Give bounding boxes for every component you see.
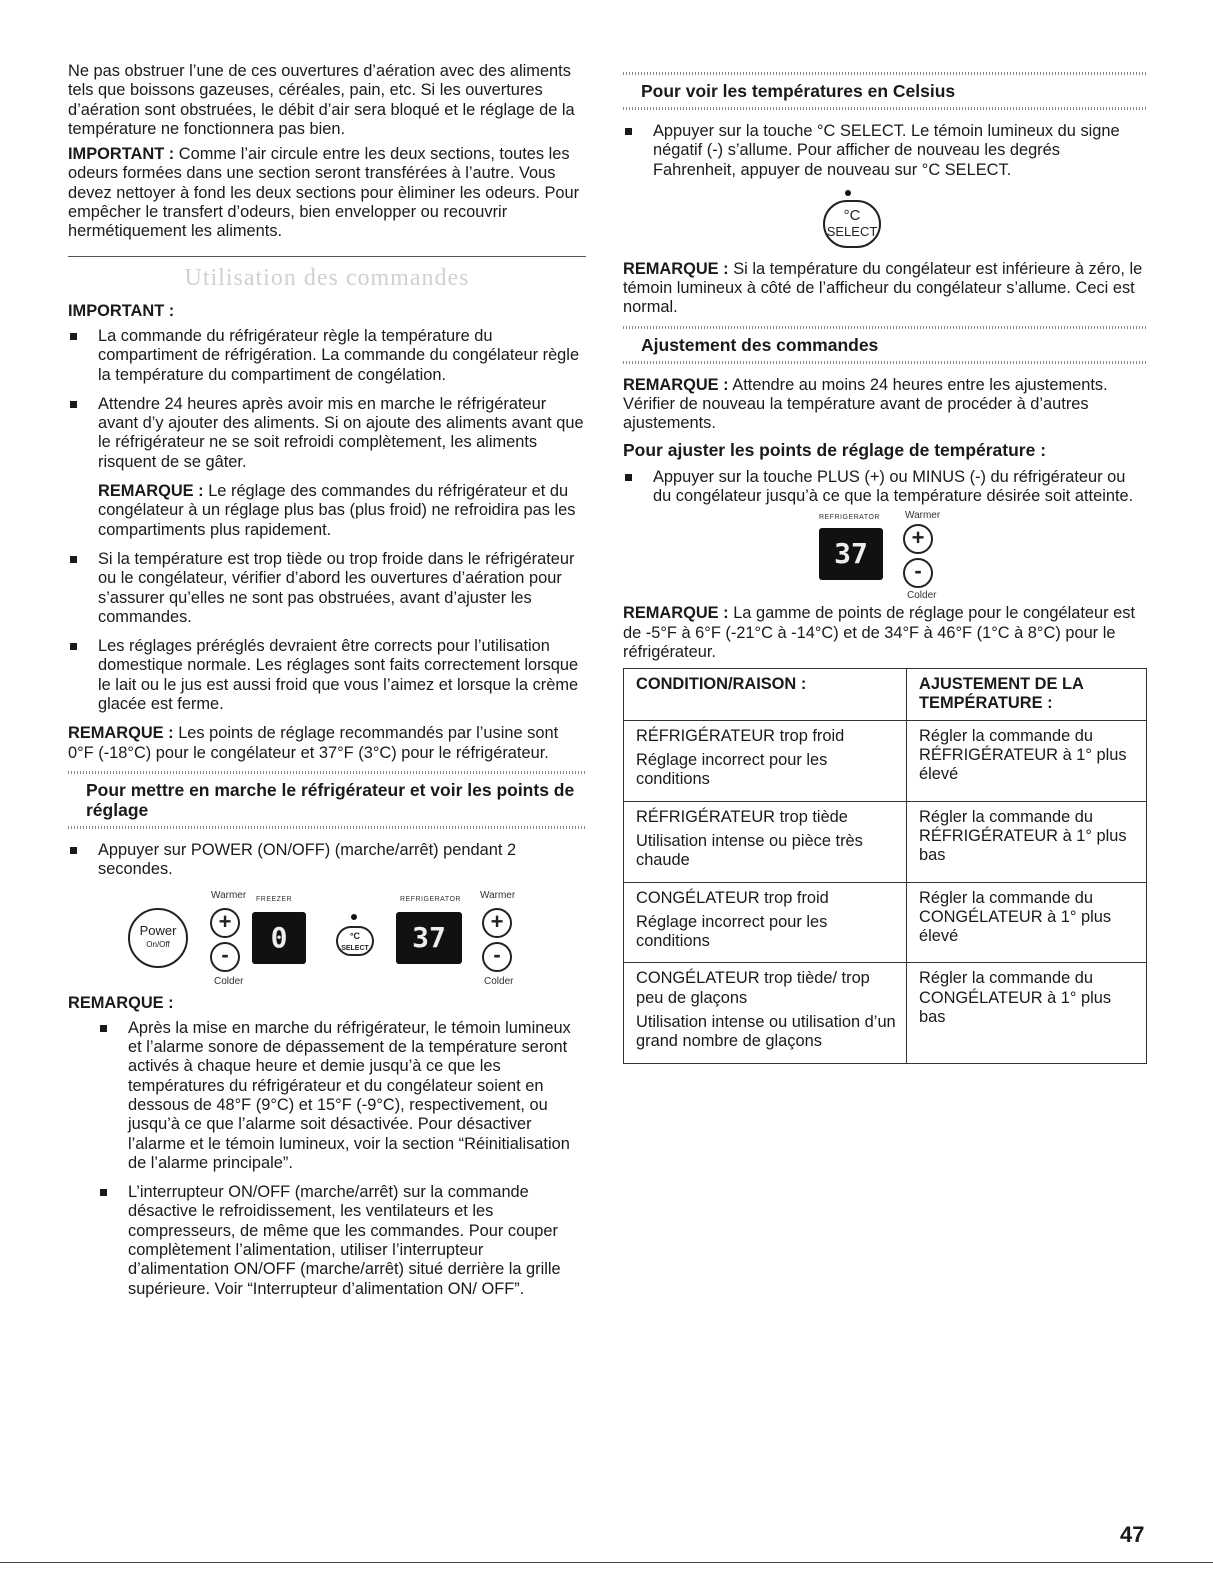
table-row — [624, 963, 1147, 1063]
note-paragraph — [623, 260, 1147, 318]
list-item: Appuyer sur POWER (ON/OFF) (marche/arrêt) pendant 2 secondes. — [68, 841, 586, 880]
important-heading: IMPORTANT : — [68, 301, 175, 320]
mini-control-panel — [623, 510, 1147, 600]
list-item: Attendre 24 heures après avoir mis en marche le réfrigérateur avant d’y ajouter des aliments. Si on ajoute des aliments avant que le réfrigérateur ne se soit refroidi complètement, les aliments risquent de se gâter. — [68, 395, 586, 472]
list-item: Après la mise en marche du réfrigérateur, le témoin lumineux et l’alarme sonore de dépassement de la température seront activés à chaque heure et demie jusqu’à ce que les températures du réfrigérateur et du congélateur soient en dessous de 48°F (9°C) et 15°F (-9°C), respectivement, ou jusqu’à ce que l’alarme soit désactivée. Pour désactiver l’alarme et le témoin lumineux, voir la section “Réinitialisation de l’alarme principale”. — [98, 1019, 586, 1173]
select-label: SELECT — [341, 944, 369, 952]
table-cell: Régler la commande du RÉFRIGÉRATEUR à 1° plus bas — [907, 801, 1147, 882]
list-item: La commande du réfrigérateur règle la température du compartiment de réfrigération. La commande du congélateur règle la température du compartiment de congélation. — [68, 327, 586, 385]
section-divider — [68, 256, 586, 257]
reason-text: Utilisation intense ou utilisation d’un grand nombre de glaçons — [636, 1013, 896, 1051]
plus-icon: + — [490, 908, 504, 934]
table-cell — [624, 963, 907, 1063]
table-header-row — [624, 669, 1147, 721]
minus-icon: - — [221, 941, 229, 967]
table-cell — [624, 882, 907, 963]
fridge-display: 37 — [819, 528, 883, 580]
freezer-label: FREEZER — [256, 895, 293, 903]
minus-icon: - — [493, 941, 501, 967]
control-panel-illustration — [68, 889, 586, 987]
select-button-illustration — [623, 190, 1147, 254]
list-item: Appuyer sur la touche PLUS (+) ou MINUS (-) du réfrigérateur ou du congélateur jusqu’à ce que la température désirée soit atteinte. — [623, 468, 1147, 507]
warmer-label: Warmer — [480, 889, 516, 901]
note-label: REMARQUE : — [98, 482, 204, 501]
list-item: Si la température est trop tiède ou trop froide dans le réfrigérateur ou le congélateur, vérifier d’abord les ouvertures d’aération pour s’assurer qu’elles ne sont pas obstruées, avant d’ajuster les commandes. — [68, 550, 586, 627]
celsius-label: °C — [843, 206, 861, 224]
adjust-heading: Ajustement des commandes — [623, 326, 1147, 364]
list-item: Les réglages préréglés devraient être corrects pour l’utilisation domestique normale. Les réglages sont faits correctement lorsque le lait ou le jus est aussi froid que vous l’aimez et lorsque la crème glacée est ferme. — [68, 637, 586, 714]
select-label: SELECT — [826, 223, 878, 239]
power-label: Power — [139, 922, 177, 938]
remarque-heading: REMARQUE : — [68, 993, 174, 1012]
list-item: Appuyer sur la touche °C SELECT. Le témoin lumineux du signe négatif (-) s’allume. Pour afficher de nouveau les degrés Fahrenheit, appuyer de nouveau sur °C SELECT. — [623, 122, 1147, 180]
celsius-select-button[interactable] — [336, 926, 374, 956]
condition-text: CONGÉLATEUR trop tiède/ trop peu de glaçons — [636, 969, 870, 1007]
note-text: Attendre au moins 24 heures entre les ajustements. Vérifier de nouveau la température avant de procéder à d’autres ajustements. — [623, 375, 1108, 433]
page-number: 47 — [1120, 1522, 1145, 1547]
note-label: REMARQUE : — [623, 259, 729, 278]
fridge-minus-button[interactable] — [482, 942, 512, 972]
left-column — [68, 62, 586, 1309]
power-heading: Pour mettre en marche le réfrigérateur et voir les points de réglage — [68, 771, 586, 829]
condition-text: RÉFRIGÉRATEUR trop froid — [636, 726, 845, 745]
fridge-display: 37 — [396, 912, 462, 964]
fridge-minus-button[interactable] — [903, 558, 933, 588]
table-cell: Régler la commande du CONGÉLATEUR à 1° plus bas — [907, 963, 1147, 1063]
table-row — [624, 882, 1147, 963]
table-row — [624, 720, 1147, 801]
note-paragraph — [623, 376, 1147, 434]
table-cell — [624, 801, 907, 882]
important-text: Comme l’air circule entre les deux sections, toutes les odeurs formées dans une section seront transférées à l’autre. Vous devez nettoyer à fond les deux sections pour èliminer les odeurs. Pour empêcher le transfert d’odeurs, bien envelopper ou recouvrir hermétiquement les aliments. — [68, 145, 580, 241]
warmer-label: Warmer — [211, 889, 247, 901]
refrigerator-label: REFRIGERATOR — [400, 895, 461, 903]
important-paragraph — [68, 145, 586, 241]
freezer-plus-button[interactable] — [210, 908, 240, 938]
celsius-heading: Pour voir les températures en Celsius — [623, 72, 1147, 110]
right-column — [623, 72, 1147, 1064]
power-button[interactable] — [128, 908, 188, 968]
note-text: Les points de réglage recommandés par l’usine sont 0°F (-18°C) pour le congélateur et 37°F (3°C) pour le réfrigérateur. — [68, 724, 559, 762]
note-text: Le réglage des commandes du réfrigérateur et du congélateur à un réglage plus bas (plus froid) ne refroidira pas les compartiments plus rapidement. — [98, 482, 576, 539]
note-label: REMARQUE : — [623, 375, 729, 394]
reason-text: Utilisation intense ou pièce très chaude — [636, 831, 863, 870]
table-header: AJUSTEMENT DE LA TEMPÉRATURE : — [907, 669, 1147, 721]
fridge-plus-button[interactable] — [903, 524, 933, 554]
colder-label: Colder — [484, 975, 514, 987]
important-label: IMPORTANT : — [68, 145, 175, 164]
fridge-plus-button[interactable] — [482, 908, 512, 938]
table-header: CONDITION/RAISON : — [624, 669, 907, 721]
warmer-label: Warmer — [905, 510, 941, 522]
freezer-minus-button[interactable] — [210, 942, 240, 972]
indicator-dot — [845, 190, 851, 196]
page-bottom-rule — [0, 1562, 1213, 1563]
indicator-dot — [351, 914, 357, 920]
table-cell — [624, 720, 907, 801]
table-cell: Régler la commande du RÉFRIGÉRATEUR à 1° plus élevé — [907, 720, 1147, 801]
reason-text: Réglage incorrect pour les conditions — [636, 912, 828, 951]
onoff-label: On/Off — [146, 939, 170, 949]
intro-paragraph: Ne pas obstruer l’une de ces ouvertures d’aération avec des aliments tels que boissons gazeuses, céréales, pain, etc. Si les ouvertures d’aération sont obstruées, le débit d’air sera bloqué et le réglage de la température ne fonctionnera pas bien. — [68, 62, 575, 138]
colder-label: Colder — [214, 975, 244, 987]
note-paragraph — [68, 482, 586, 540]
note-label: REMARQUE : — [68, 724, 174, 743]
refrigerator-label: REFRIGERATOR — [819, 514, 880, 522]
note-text: La gamme de points de réglage pour le congélateur est de -5°F à 6°F (-21°C à -14°C) et de 34°F à 46°F (1°C à 8°C) pour le réfrigérateur. — [623, 604, 1136, 661]
note-paragraph — [68, 724, 586, 763]
adjustment-table — [623, 668, 1147, 1063]
list-item: L’interrupteur ON/OFF (marche/arrêt) sur la commande désactive le refroidissement, les ventilateurs et les compresseurs, de même que les commandes. Pour couper complètement l’alimentation, utiliser l’interrupteur d’alimentation ON/OFF (marche/arrêt) situé derrière la grille supérieure. Voir “Interrupteur d’alimentation ON/ OFF”. — [98, 1183, 586, 1299]
freezer-display: 0 — [252, 912, 306, 964]
reason-text: Réglage incorrect pour les conditions — [636, 751, 828, 789]
table-row — [624, 801, 1147, 882]
points-heading: Pour ajuster les points de réglage de température : — [623, 439, 1047, 460]
section-title: Utilisation des commandes — [184, 264, 470, 291]
minus-icon: - — [914, 558, 922, 584]
note-text: Si la température du congélateur est inférieure à zéro, le témoin lumineux à côté de l’afficheur du congélateur s’allume. Ceci est normal. — [623, 259, 1143, 317]
condition-text: CONGÉLATEUR trop froid — [636, 888, 829, 907]
table-cell: Régler la commande du CONGÉLATEUR à 1° plus élevé — [907, 882, 1147, 963]
note-label: REMARQUE : — [623, 604, 729, 623]
note-paragraph — [623, 604, 1147, 662]
plus-icon: + — [911, 525, 925, 551]
colder-label: Colder — [907, 590, 937, 602]
celsius-select-button[interactable] — [823, 200, 881, 248]
celsius-label: °C — [349, 930, 361, 941]
plus-icon: + — [218, 908, 232, 934]
condition-text: RÉFRIGÉRATEUR trop tiède — [636, 807, 848, 826]
